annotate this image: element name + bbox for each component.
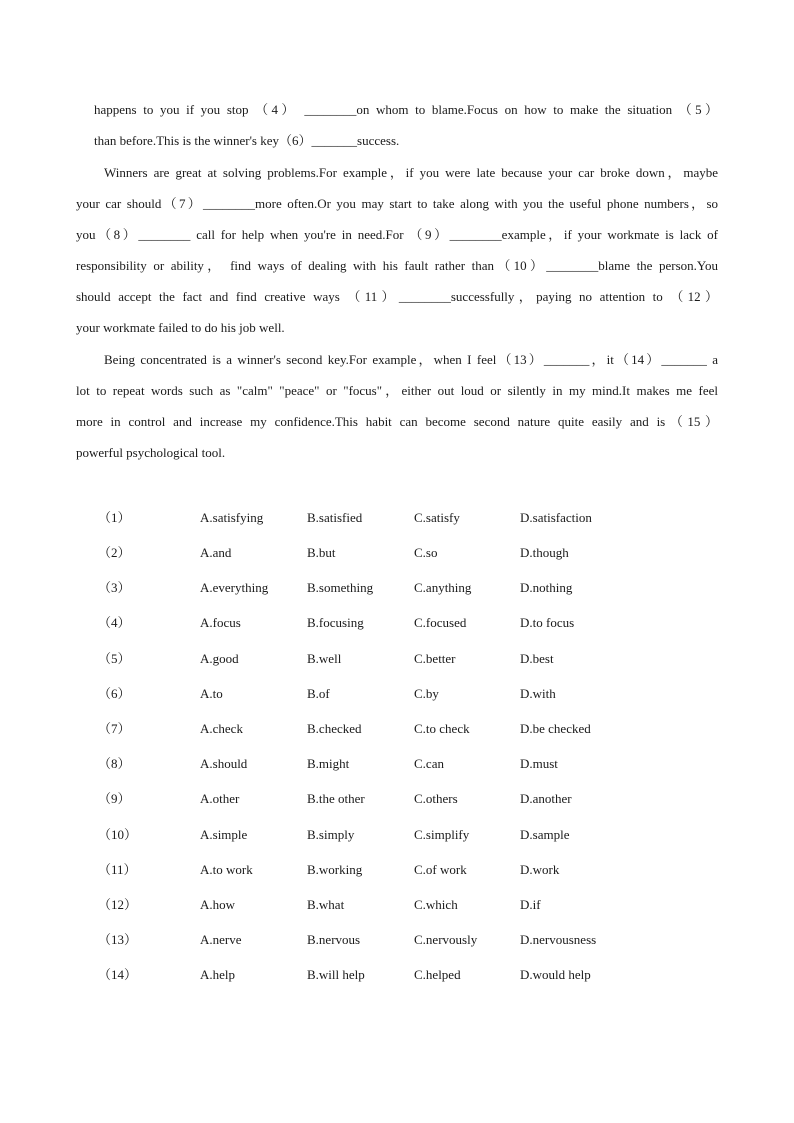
option-b: B.well [307, 651, 342, 666]
passage-line: your car should（7）________more often.Or you may start to take along with you the useful phone numbers，so [76, 196, 718, 211]
option-d: D.would help [520, 967, 591, 982]
question-number: （1） [98, 510, 131, 525]
option-c: C.nervously [414, 932, 478, 947]
option-b: B.will help [307, 967, 365, 982]
question-row [0, 755, 794, 773]
option-a: A.focus [200, 615, 241, 630]
option-b: B.checked [307, 721, 362, 736]
option-d: D.to focus [520, 615, 575, 630]
question-row [0, 685, 794, 703]
option-c: C.better [414, 651, 456, 666]
option-c: C.so [414, 545, 438, 560]
question-row [0, 509, 794, 527]
option-a: A.satisfying [200, 510, 264, 525]
passage-line: lot to repeat words such as "calm" "peace" or "focus"，either out loud or silently in my mind.It makes me feel [76, 383, 718, 398]
option-d: D.best [520, 651, 554, 666]
question-number: （11） [98, 862, 137, 877]
option-c: C.focused [414, 615, 467, 630]
option-a: A.nerve [200, 932, 242, 947]
option-a: A.simple [200, 827, 248, 842]
option-b: B.focusing [307, 615, 364, 630]
option-d: D.must [520, 756, 558, 771]
question-number: （8） [98, 756, 131, 771]
option-c: C.can [414, 756, 444, 771]
option-b: B.but [307, 545, 336, 560]
passage-line: should accept the fact and find creative ways （11）________successfully，paying no attention to （12） [76, 289, 718, 304]
question-number: （12） [98, 897, 138, 912]
option-a: A.other [200, 791, 240, 806]
option-a: A.good [200, 651, 239, 666]
question-row [0, 826, 794, 844]
option-a: A.to work [200, 862, 253, 877]
option-b: B.simply [307, 827, 355, 842]
question-number: （4） [98, 615, 131, 630]
option-d: D.satisfaction [520, 510, 592, 525]
option-c: C.by [414, 686, 439, 701]
option-b: B.of [307, 686, 330, 701]
option-c: C.to check [414, 721, 470, 736]
question-number: （14） [98, 967, 138, 982]
option-a: A.how [200, 897, 236, 912]
passage-line: Winners are great at solving problems.For example，if you were late because your car broke down，maybe [104, 165, 718, 180]
passage-line: your workmate failed to do his job well. [76, 320, 285, 335]
passage-line: you（8）________ call for help when you're in need.For （9）________example，if your workmate is lack of [76, 227, 718, 242]
option-a: A.and [200, 545, 232, 560]
passage-line: powerful psychological tool. [76, 445, 226, 460]
question-row [0, 896, 794, 914]
option-b: B.what [307, 897, 345, 912]
option-b: B.working [307, 862, 363, 877]
option-d: D.be checked [520, 721, 591, 736]
question-row [0, 650, 794, 668]
option-a: A.check [200, 721, 243, 736]
option-a: A.everything [200, 580, 269, 595]
option-d: D.nervousness [520, 932, 597, 947]
passage-line: more in control and increase my confidence.This habit can become second nature quite easily and is（15） [76, 414, 718, 429]
passage-line: than before.This is the winner's key（6）_______success. [94, 133, 400, 148]
question-number: （7） [98, 721, 131, 736]
option-c: C.helped [414, 967, 461, 982]
option-b: B.the other [307, 791, 365, 806]
passage-line: Being concentrated is a winner's second key.For example，when I feel（13）_______，it（14）_______ a [104, 352, 718, 367]
question-row [0, 614, 794, 632]
option-a: A.help [200, 967, 236, 982]
option-d: D.if [520, 897, 541, 912]
question-row [0, 720, 794, 738]
question-row [0, 790, 794, 808]
passage-line: happens to you if you stop （4） ________on whom to blame.Focus on how to make the situation （5） [94, 102, 718, 117]
question-number: （9） [98, 791, 131, 806]
option-b: B.might [307, 756, 350, 771]
option-b: B.nervous [307, 932, 361, 947]
option-d: D.nothing [520, 580, 573, 595]
option-d: D.sample [520, 827, 570, 842]
option-d: D.another [520, 791, 572, 806]
question-row [0, 544, 794, 562]
option-c: C.of work [414, 862, 467, 877]
option-c: C.anything [414, 580, 472, 595]
question-row [0, 931, 794, 949]
question-number: （10） [98, 827, 138, 842]
option-c: C.others [414, 791, 458, 806]
question-row [0, 861, 794, 879]
question-number: （13） [98, 932, 138, 947]
option-c: C.which [414, 897, 458, 912]
question-number: （6） [98, 686, 131, 701]
option-d: D.work [520, 862, 560, 877]
passage-line: responsibility or ability， find ways of dealing with his fault rather than（10）________blame the person.You [76, 258, 718, 273]
option-b: B.something [307, 580, 374, 595]
question-number: （5） [98, 651, 131, 666]
question-number: （3） [98, 580, 131, 595]
option-b: B.satisfied [307, 510, 363, 525]
option-c: C.satisfy [414, 510, 460, 525]
question-row [0, 579, 794, 597]
option-a: A.should [200, 756, 248, 771]
question-number: （2） [98, 545, 131, 560]
option-d: D.though [520, 545, 569, 560]
option-c: C.simplify [414, 827, 470, 842]
question-row [0, 966, 794, 984]
option-d: D.with [520, 686, 556, 701]
option-a: A.to [200, 686, 223, 701]
